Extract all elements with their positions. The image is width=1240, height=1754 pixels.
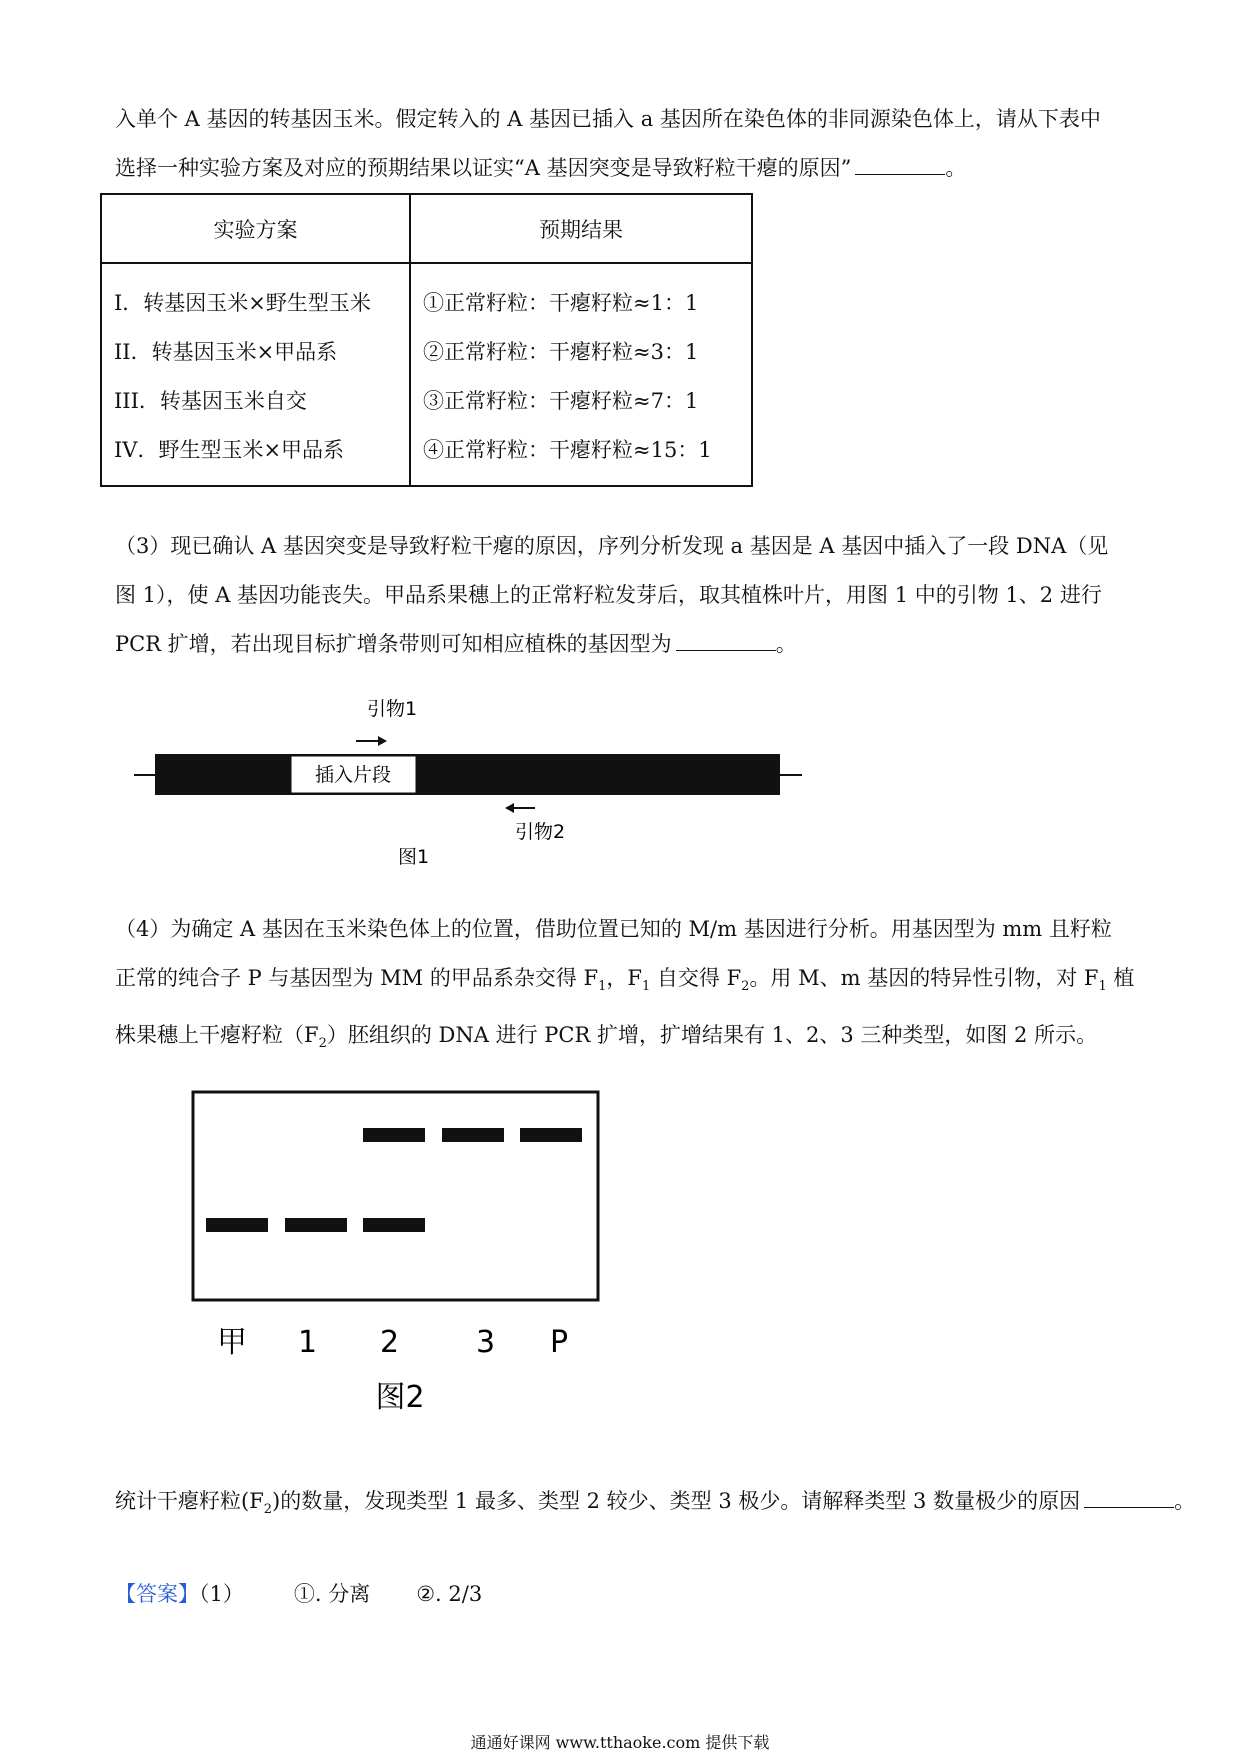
- gel-band: [363, 1218, 425, 1232]
- gel-band: [442, 1128, 504, 1142]
- question-4: [115, 905, 1145, 1068]
- q4-text: 正常的纯合子 P 与基因型为 MM 的甲品系杂交得 F: [115, 966, 599, 990]
- gel-band: [206, 1218, 268, 1232]
- subscript: 1: [1098, 979, 1107, 995]
- q4-text: 。用 M、m 基因的特异性引物，对 F: [749, 966, 1099, 990]
- primer-2-label: 引物2: [515, 821, 566, 843]
- answer-blank[interactable]: [676, 628, 776, 651]
- lane-label: 3: [476, 1325, 496, 1360]
- answer-blank[interactable]: [1084, 1485, 1174, 1508]
- gel-band: [520, 1128, 582, 1142]
- primer-2-arrow: [505, 803, 535, 813]
- figure-2-caption: 图2: [375, 1380, 425, 1415]
- stat-line: 统计干瘪籽粒$(F_2)$的数量，发现类型 1 最多、类型 2 较少、类型 3 极少。请解释类型 3 数量极少的原因 。: [115, 1477, 1145, 1534]
- intro-line-1: 入单个 A 基因的转基因玉米。假定转入的 A 基因已插入 a 基因所在染色体的非同源染色体上，请从下表中: [115, 107, 1101, 131]
- q4-text: ，F: [606, 966, 642, 990]
- answer-item-2: ②. 2/3: [416, 1582, 483, 1606]
- q3-line-1: （3）现已确认 A 基因突变是导致籽粒干瘪的原因，序列分析发现 a 基因是 A 基因中插入了一段 DNA（见: [115, 534, 1109, 558]
- q3-line-3: PCR 扩增，若出现目标扩增条带则可知相应植株的基因型为 。: [115, 620, 1145, 669]
- intro-line-2-text: 选择一种实验方案及对应的预期结果以证实“A 基因突变是导致籽粒干瘪的原因”: [115, 156, 852, 180]
- q4-text: 株果穗上干瘪籽粒（F: [115, 1023, 319, 1048]
- lane-label: P: [550, 1325, 569, 1360]
- gel-band: [363, 1128, 425, 1142]
- subscript: 1: [598, 979, 607, 995]
- gene-a-bar: [155, 754, 780, 795]
- stat-text: )的数量，发现类型 1 最多、类型 2 较少、类型 3 极少。请解释类型 3 数量极少的原因: [272, 1489, 1081, 1513]
- lane-label: 1: [298, 1325, 318, 1360]
- q4-text: 植: [1106, 966, 1135, 990]
- statistics-question: [115, 1477, 1196, 1534]
- answer-item-1: ①. 分离: [293, 1582, 371, 1606]
- insert-fragment-label: 插入片段: [314, 764, 392, 786]
- primer-1-label: 引物1: [367, 698, 418, 720]
- q3-line-2: 图 1），使 A 基因功能丧失。甲品系果穗上的正常籽粒发芽后，取其植株叶片，用图 1 中的引物 1、2 进行: [115, 583, 1102, 607]
- lane-label: 2: [380, 1325, 400, 1360]
- result-item: ③正常籽粒：干瘪籽粒≈7：1: [423, 389, 699, 413]
- gel-band: [285, 1218, 347, 1232]
- plan-item: I．转基因玉米×野生型玉米: [114, 291, 371, 315]
- stat-text: 统计干瘪籽粒(F: [115, 1489, 264, 1513]
- table-header-plan: 实验方案: [101, 194, 410, 263]
- figure-1-diagram: [130, 695, 810, 870]
- lane-label: 甲: [217, 1325, 247, 1360]
- primer-1-arrow: [356, 736, 387, 746]
- result-item: ①正常籽粒：干瘪籽粒≈1：1: [423, 291, 699, 315]
- answer-part: （1）: [199, 1582, 244, 1606]
- answer-line: [115, 1578, 482, 1608]
- q4-line-1: （4）为确定 A 基因在玉米染色体上的位置，借助位置已知的 M/m 基因进行分析。用基因型为 mm 且籽粒: [115, 917, 1112, 941]
- intro-paragraph: [115, 95, 1145, 193]
- result-item: ④正常籽粒：干瘪籽粒≈15：1: [423, 438, 712, 462]
- q4-line-2: [115, 954, 1145, 1011]
- q4-text: 自交得 F: [650, 966, 742, 990]
- subscript: 2: [263, 1502, 273, 1518]
- question-3: [115, 522, 1145, 669]
- result-column: [410, 263, 752, 486]
- result-item: ②正常籽粒：干瘪籽粒≈3：1: [423, 340, 699, 364]
- q3-line-3-text: PCR 扩增，若出现目标扩增条带则可知相应植株的基因型为: [115, 632, 672, 656]
- answer-blank[interactable]: [855, 152, 945, 175]
- table-header-result: 预期结果: [410, 194, 752, 263]
- subscript: 2: [741, 979, 750, 995]
- subscript: 1: [641, 979, 651, 995]
- figure-2-gel: [185, 1090, 615, 1420]
- plan-item: III．转基因玉米自交: [114, 389, 307, 413]
- plan-item: II．转基因玉米×甲品系: [114, 340, 338, 364]
- answer-tag: 【答案】: [115, 1582, 199, 1606]
- plan-column: [101, 263, 410, 486]
- experiment-table: [100, 193, 753, 487]
- q4-line-3: [115, 1011, 1145, 1068]
- intro-line-2: 选择一种实验方案及对应的预期结果以证实“A 基因突变是导致籽粒干瘪的原因” 。: [115, 144, 1145, 193]
- page-footer: 通通好课网 www.tthaoke.com 提供下载: [470, 1733, 770, 1752]
- gel-frame: [193, 1092, 598, 1300]
- subscript: 2: [318, 1036, 327, 1052]
- plan-item: IV．野生型玉米×甲品系: [114, 438, 345, 462]
- q4-text: ）胚组织的 DNA 进行 PCR 扩增，扩增结果有 1、2、3 三种类型，如图 2 所示。: [326, 1023, 1098, 1048]
- figure-1-caption: 图1: [398, 846, 430, 868]
